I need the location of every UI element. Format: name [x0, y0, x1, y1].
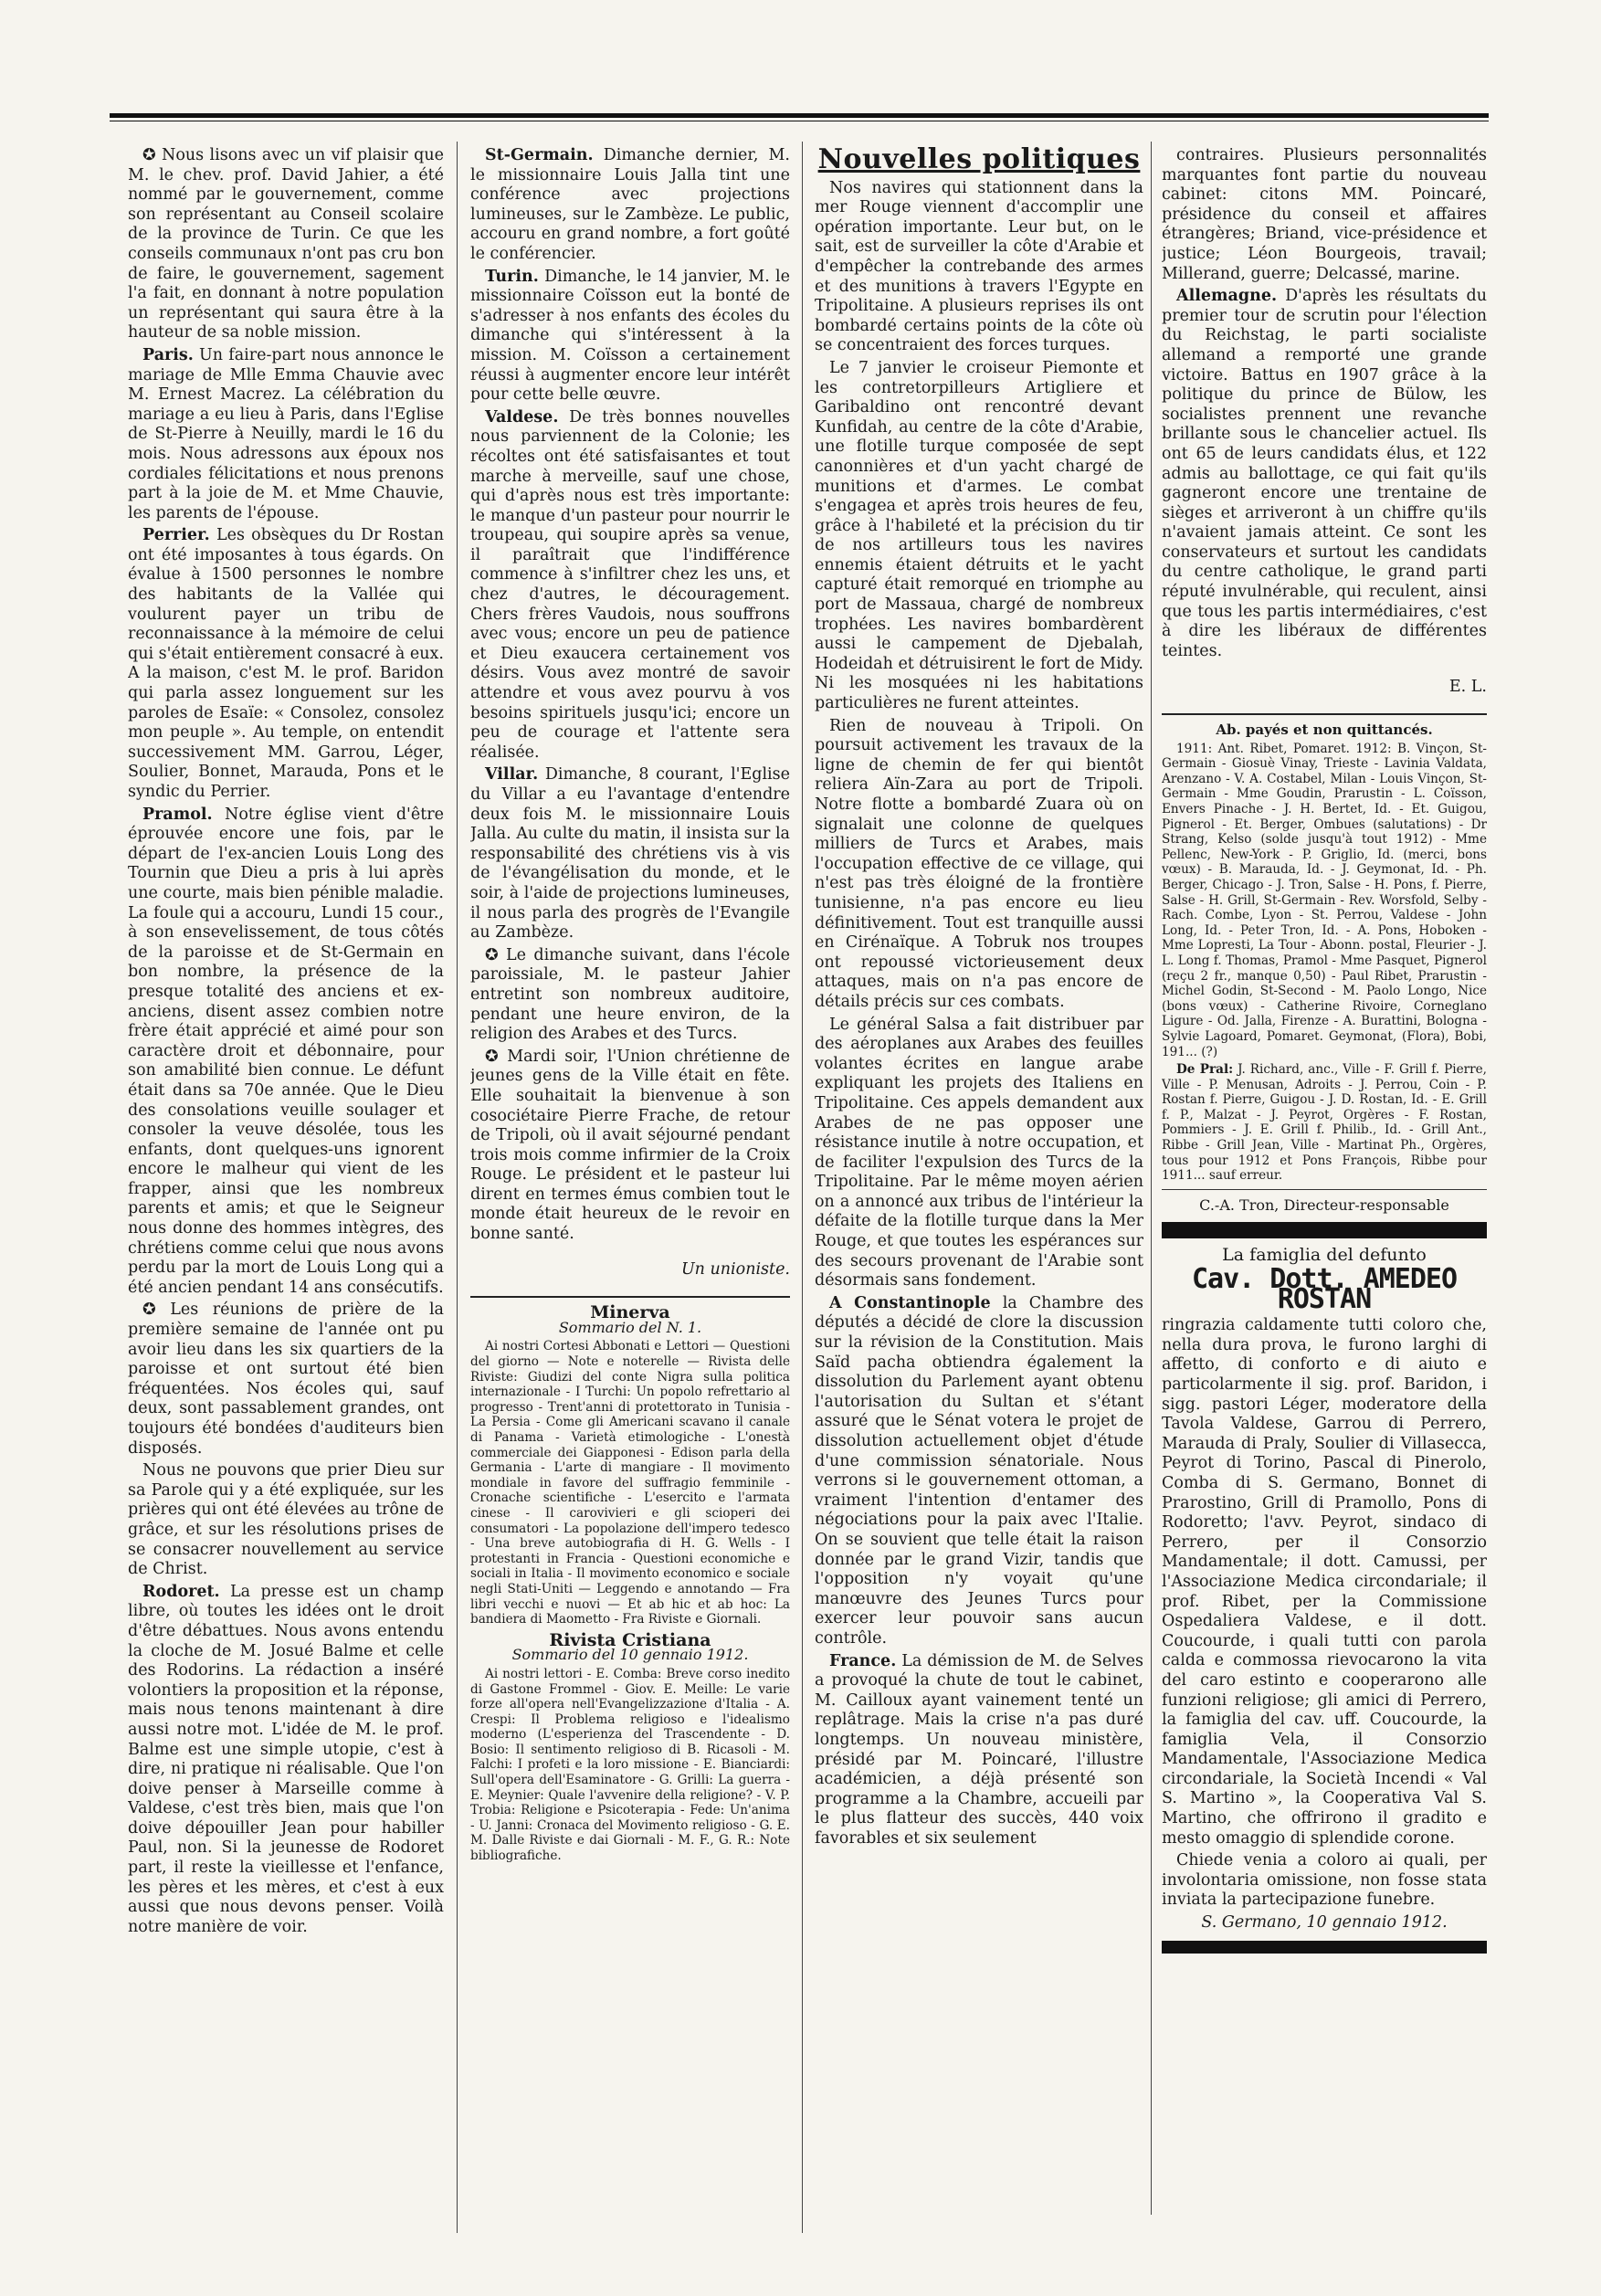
paragraph-text: Dimanche dernier, M. le missionnaire Louis Jalla tint une conférence avec projections lumineuses, sur le Zambèze. Le public, accouru en grand nombre, a fort goûté le conférencier.: [470, 146, 790, 263]
paragraph-lead: St-Germain.: [485, 146, 594, 164]
paragraph-text: ✪ Nous lisons avec un vif plaisir que M. le chev. prof. David Jahier, a été nommé par le gouvernement, comme son représentant au Conseil scolaire de la province de Turin. Ce que les conseils communaux n'ont pas cru bon de faire, le gouvernement, sagement l'a fait, en donnant à notre population un représentant qui saura être à la hauteur de sa noble mission.: [128, 146, 444, 342]
paragraph-lead: Turin.: [485, 267, 539, 286]
black-bar-bottom: [1162, 1941, 1487, 1954]
paragraph-text: Les obsèques du Dr Rostan ont été imposantes à tous égards. On évalue à 1500 personnes le nombre des habitants de la Vallée qui voulurent payer un tribu de reconnaissance à la mémoire de celui qui s'était entièrement consacré à eux. A la maison, c'est M. le prof. Baridon qui parla assez longuement sur les paroles de Esaïe: « Consolez, consolez mon peuple ». Au temple, on entendit successivement MM. Garrou, Léger, Soulier, Bonnet, Marauda, Pons et le syndic du Perrier.: [128, 526, 444, 801]
paragraph-text: Le général Salsa a fait distribuer par des aéroplanes aux Arabes des feuilles volantes écrites en langue arabe expliquant les projets des Italiens en Tripolitaine. Ces appels demandent aux Arabes de ne pas opposer une résistance inutile à notre occupation, et de faciliter l'expulsion des Turcs de la Tripolitaine. Par le même moyen aérien on a annoncé aux tribus de l'intérieur la défaite de la flotille turque dans la Mer Rouge, et que toutes les espérances sur des secours provenant de l'Arabie sont désormais sans fondement.: [815, 1015, 1143, 1290]
divider: [1162, 713, 1487, 715]
paragraph: [470, 146, 790, 265]
subscribers-list: 1911: Ant. Ribet, Pomaret. 1912: B. Vinçon, St-Germain - Giosuè Vinay, Trieste - Lavinia Valdata, Arenzano - V. A. Costabel, Milan - Louis Vinçon, St-Germain - Mme Goudin, Prarustin - L. Coïsson, Envers Pinache - J. H. Bertet, Id. - Et. Guigou, Pignerol - Et. Berger, Ombues (salutations) - Dr Strang, Kelso (solde jusqu'à tout 1912) - Mme Pellenc, New-York - P. Griglio, Id. (merci, bons vœux) - B. Marauda, Id. - J. Geymonat, Id. - Ph. Berger, Chicago - J. Tron, Salse - H. Pons, f. Pierre, Salse - H. Grill, St-Germain - Rev. Worsfold, Selby - Rach. Combe, Lyon - St. Perrou, Valdese - John Long, Id. - Peter Tron, Id. - A. Pons, Hoboken - Mme Lopresti, La Tour - Abonn. postal, Fleurier - J. L. Long f. Thomas, Pramol - Mme Pasquet, Pignerol (reçu 2 fr., manque 0,50) - Paul Ribet, Prarustin - Michel Godin, St-Second - M. Paolo Longo, Nice (bons vœux) - Catherine Rivoire, Corneglano Ligure - Od. Jalla, Firenze - A. Burattini, Bologna - Sylvie Lagoard, Pomaret. Geymonat, (Flora), Bobi, 191... (?): [1162, 741, 1487, 1059]
paragraph: [815, 717, 1143, 1013]
top-rule: [110, 113, 1489, 118]
column-political-news-cont: [1162, 146, 1487, 2210]
paragraph: [128, 146, 444, 343]
paragraph: [815, 359, 1143, 714]
paragraph-lead: Pramol.: [142, 805, 213, 824]
divider: [470, 1296, 790, 1298]
pral-lead: De Pral:: [1176, 1062, 1234, 1078]
paragraph-lead: Paris.: [142, 345, 194, 364]
minerva-box: [470, 1302, 790, 1864]
paragraph: [128, 806, 444, 1299]
paragraph-lead: Villar.: [485, 765, 539, 785]
divider: [1162, 1189, 1487, 1190]
paragraph-text: la Chambre des députés a décidé de clore la discussion sur la révision de la Constitution. Mais Saïd pacha obtiendra également la dissolution du Parlement ayant obtenu l'autorisation du Sultan et s'étant assuré que le Sénat votera le projet de dissolution actuellement objet d'étude d'une commission sénatoriale. Nous verrons si le gouvernement ottoman, a vraiment l'intention d'entamer des négociations pour la paix avec l'Italie. On se souvient que telle était la raison donnée par le grand Vizir, tandis que l'opposition n'y voyait qu'une manœuvre des Jeunes Turcs pour exercer leur pouvoir sans aucun contrôle.: [815, 1293, 1143, 1648]
political-news-title: Nouvelles politiques: [817, 146, 1141, 175]
paragraph-lead: Rodoret.: [142, 1582, 220, 1601]
family-apology: Chiede venia a coloro ai quali, per involontaria omissione, non fosse stata inviata la partecipazione funebre.: [1162, 1851, 1487, 1910]
paragraph-text: Notre église vient d'être éprouvée encore une fois, par le départ de l'ex-ancien Louis Long des Tournin que Dieu a pris à lui après une courte, mais bien pénible maladie. La foule qui a accouru, Lundi 15 cour., à son ensevelissement, de tous côtés de la paroisse et de St-Germain en bon nombre, la présence de la presque totalité des anciens et ex-anciens, disent assez combien notre frère était apprécié et aimé pour son caractère droit et débonnaire, pour son amabilité bien connue. Le défunt était dans sa 70e année. Que le Dieu des consolations veuille soulager et consoler la veuve désolée, tous les enfants, dont quelques-uns ignorent encore le malheur qui vient de les frapper, ainsi que les nombreux parents et amis; et que le Seigneur nous donne des hommes intègres, des chrétiens comme celui que nous avons perdu par la mort de Louis Long qui a été ancien pendant 14 ans consécutifs.: [128, 805, 444, 1297]
column-divider-1: [457, 142, 458, 2233]
column-divider-3: [1151, 142, 1152, 2215]
subscribers-pral: [1162, 1062, 1487, 1184]
paragraph-text: ✪ Le dimanche suivant, dans l'école paroissiale, M. le pasteur Jahier entretint son nombreux auditoire, pendant une heure environ, de la religion des Arabes et des Turcs.: [470, 945, 790, 1044]
family-place-date: S. Germano, 10 gennaio 1912.: [1201, 1913, 1448, 1933]
paragraph-text: ✪ Les réunions de prière de la première semaine de l'année ont pu avoir lieu dans les six quartiers de la paroisse et ont surtout été bien fréquentées. Nos écoles qui, sauf deux, sont passablement grandes, ont toujours été bondées d'auditeurs bien disposés.: [128, 1301, 444, 1458]
paragraph-text: Le 7 janvier le croiseur Piemonte et les contretorpilleurs Artigliere et Garibaldino ont rencontré devant Kunfidah, au centre de la côte d'Arabie, une flotille turque composée de sept canonnières et d'un yacht chargé de munitions et d'armes. Le combat s'engagea et après trois heures de feu, grâce à l'habileté et la précision du tir de nos artilleurs tous les navires ennemis étaient détruits et le yacht capturé était remorqué en triomphe au port de Massaua, chargé de nombreux trophées. Les navires bombardèrent aussi le campement de Djebalah, Hodeidah et détruisirent le fort de Midy. Ni les mosquées ni les habitations particulières ne furent atteintes.: [815, 358, 1143, 713]
paragraph-text: La presse est un champ libre, où toutes les idées ont le droit d'être débattues. Nous avons entendu la cloche de M. Josué Balme et celle des Rodorins. La rédaction a inséré volontiers la proposition et la réponse, mais nous tenons maintenant à dire aussi notre mot. L'idée de M. le prof. Balme est une simple utopie, c'est à dire, ni pratique ni réalisable. Que l'on doive penser à Marseille comme à Valdese, c'est très bien, mais que l'on doive dépouiller Jean pour habiller Paul, non. Si la jeunesse de Rodoret part, il reste la vieillesse et l'enfance, les pères et les mères, et c'est à eux aussi que nous devons penser. Voilà notre manière de voir.: [128, 1582, 444, 1936]
paragraph-text: Dimanche, 8 courant, l'Eglise du Villar a eu l'avantage d'entendre deux fois M. le missionnaire Louis Jalla. Au culte du matin, il insista sur la responsabilité des chrétiens vis à vis de l'évangélisation du monde, et le soir, à l'aide de projections lumineuses, il nous parla des progrès de l'Evangile au Zambèze.: [470, 765, 790, 943]
paragraph: [1162, 287, 1487, 661]
paragraph-text: Nous ne pouvons que prier Dieu sur sa Parole qui y a été expliquée, sur les prières qui ont été élevées au trône de grâce, et sur les résolutions prises de se consacrer nouvellement au service de Christ.: [128, 1461, 444, 1579]
family-head: La famiglia del defunto: [1222, 1245, 1427, 1266]
paragraph: [470, 1048, 790, 1245]
paragraph-lead: Allemagne.: [1176, 287, 1278, 306]
paragraph-text: ✪ Mardi soir, l'Union chrétienne de jeunes gens de la Ville était en fête. Elle souhaitait la bienvenue à son cosociétaire Pierre Frache, de retour de Tripoli, où il avait séjourné pendant trois mois comme infirmier de la Croix Rouge. Le président et le pasteur lui dirent en termes émus combien tout le monde était heureux de le revoir en bonne santé.: [470, 1047, 790, 1244]
unioniste-signature: Un unioniste.: [680, 1260, 790, 1280]
minerva-subtitle: Sommario del N. 1.: [558, 1318, 702, 1336]
family-name: Cav. Dott. AMEDEO ROSTAN: [1191, 1263, 1458, 1315]
paragraph: [1162, 146, 1487, 284]
paragraph-text: Dimanche, le 14 janvier, M. le missionnaire Coïsson eut la bonté de s'adresser à nos enfants des écoles du dimanche qui s'intéressent à la mission. M. Coïsson a certainement réussi à augmenter encore leur intérêt pour cette belle œuvre.: [470, 267, 790, 405]
rivista-body: Ai nostri lettori - E. Comba: Breve corso inedito di Gastone Frommel - Giov. E. Meille: Le varie forze all'opera nell'Evangelizzazione d'Italia - A. Crespi: Il Problema religioso e l'idealismo moderno (L'esperienza del Trascendente - D. Bosio: Il sentimento religioso di B. Ricasoli - M. Falchi: I profeti e la loro missione - E. Bianciardi: Sull'opera dell'Esaminatore - G. Grilli: La guerra - E. Meynier: Quale l'avvenire della religione? - V. P. Trobia: Religione e Psicoterapia - Fede: Un'anima - U. Janni: Cronaca del Movimento religioso - G. E. M. Dalle Riviste e dai Giornali - M. F., G. R.: Note bibliografiche.: [470, 1666, 790, 1864]
column-political-news: [815, 146, 1143, 2210]
paragraph-text: Nos navires qui stationnent dans la mer Rouge viennent d'accomplir une opération importante. Leur but, on le sait, est de surveiller la côte d'Arabie et d'empêcher la contrebande des armes et des munitions à travers l'Egypte en Tripolitaine. A plusieurs reprises ils ont bombardé certains points de la côte où se concentraient des forces turques.: [815, 178, 1143, 355]
paragraph: [128, 1301, 444, 1459]
paragraph-lead: A Constantinople: [829, 1293, 991, 1312]
column-divider-2: [802, 142, 803, 2233]
rivista-title: Rivista Cristiana: [549, 1629, 711, 1650]
el-signature: E. L.: [1448, 677, 1487, 696]
paragraph-text: D'après les résultats du premier tour de scrutin pour l'élection du Reichstag, le parti socialiste allemand a remporté une grande victoire. Battus en 1907 grâce à la politique du prince de Bülow, les socialistes prennent une revanche brillante sous le chancelier actuel. Ils ont 65 de leurs candidats élus, et 122 admis au ballottage, ce qui fait qu'ils gagneront encore une trentaine de sièges et arriveront à un chiffre qu'ils n'avaient jamais atteint. Ce sont les conservateurs et surtout les candidats du centre catholique, le grand parti réputé invulnérable, qui reculent, ainsi que tous les partis intermédiaires, c'est à dire les libéraux de différentes teintes.: [1162, 287, 1487, 660]
paragraph-text: Un faire-part nous annonce le mariage de Mlle Emma Chauvie avec M. Ernest Macrez. La célébration du mariage a eu lieu à Paris, dans l'Eglise de St-Pierre à Neuilly, mardi le 16 du mois. Nous adressons aux époux nos cordiales félicitations et nous prenons part à la joie de M. et Mme Chauvie, les parents de l'épouse.: [128, 345, 444, 522]
paragraph: [128, 526, 444, 802]
paragraph-text: La démission de M. de Selves a provoqué la chute de tout le cabinet, M. Cailloux ayant vainement tenté un replâtrage. Mais la crise n'a pas duré longtemps. Un nouveau ministère, présidé par M. Poincaré, l'illustre académicien, a déjà présenté son programme a la Chambre, accueili par le plus flatteur des succès, 440 voix favorables et six seulement: [815, 1651, 1143, 1848]
director-line: C.-A. Tron, Directeur-responsable: [1199, 1195, 1449, 1214]
paragraph-lead: Valdese.: [485, 407, 559, 427]
paragraph: [470, 408, 790, 764]
paragraph: [815, 179, 1143, 356]
paragraph-lead: France.: [829, 1651, 897, 1670]
paragraph: [470, 946, 790, 1045]
paragraph-text: De très bonnes nouvelles nous parviennent de la Colonie; les récoltes ont été satisfaisantes et tout marche à merveille, sauf une chose, qui d'après nous est très importante: le manque d'un pasteur pour nourrir le troupeau, qui soupire après sa venue, il paraîtrait que l'indifférence commence à s'infiltrer chez les uns, et chez d'autres, le découragement. Chers frères Vaudois, nous souffrons avec vous; encore un peu de patience et Dieu exaucera certainement vos désirs. Vous avez montré de savoir attendre et vous avez pourvu à vos besoins spirituels jusqu'ici; encore un peu de courage et l'attente sera réalisée.: [470, 407, 790, 762]
subscribers-box: [1162, 722, 1487, 1184]
column-local-news-1: [128, 146, 444, 2228]
paragraph: [815, 1652, 1143, 1849]
rivista-subtitle: Sommario del 10 gennaio 1912.: [511, 1646, 749, 1664]
paragraph: [815, 1016, 1143, 1291]
paragraph-text: Rien de nouveau à Tripoli. On poursuit activement les travaux de la ligne de chemin de fer qui bientôt reliera Aïn-Zara au port de Tripoli. Notre flotte a bombardé Zuara où on signalait une colonne de quelques milliers de Turcs et Arabes, mais l'occupation effective de ce village, qui n'est pas très éloigné de la frontière tunisienne, n'a pas encore eu lieu définitivement. Tout est tranquille aussi en Cirénaïque. A Tobruk nos troupes ont repoussé victorieusement deux attaques, mais on n'a pas encore de détails précis sur ces combats.: [815, 716, 1143, 1011]
paragraph: [815, 1294, 1143, 1649]
minerva-title: Minerva: [590, 1302, 670, 1323]
paragraph: [128, 1583, 444, 1938]
black-bar: [1162, 1222, 1487, 1238]
column-local-news-2: [470, 146, 790, 2238]
minerva-body: Ai nostri Cortesi Abbonati e Lettori — Questioni del giorno — Note e noterelle — Rivista delle Riviste: Giudizi del conte Nigra sulla politica internazionale - I Turchi: Un popolo refrettario al progresso - Trent'anni di protettorato in Tunisia - La Persia - Come gli Americani scavano il canale di Panama - Varietà etimologiche - L'onestà commerciale dei Giapponesi - Edison parla della Germania - L'arte di mangiare - Il movimento mondiale in favore del suffragio femminile - Cronache scientifiche - L'esercito e l'armata cinese - Il carovivieri e gli scioperi dei consumatori - La popolazione dell'impero tedesco - Una breve autobiografia di H. G. Wells - I protestanti in Francia - Questioni economiche e sociali in Italia - Il movimento economico e sociale negli Stati-Uniti — Leggendo e annotando — Fra libri vecchi e nuovi — Et ab hic et ab hoc: La bandiera di Maometto - Fra Riviste e Giornali.: [470, 1339, 790, 1627]
paragraph: [470, 268, 790, 405]
family-thanks: ringrazia caldamente tutti coloro che, nella dura prova, le furono larghi di affetto, di conforto e di aiuto e particolarmente il sig. prof. Baridon, i sigg. pastori Léger, moderatore della Tavola Valdese, Garrou di Perrero, Marauda di Praly, Soulier di Villasecca, Peyrot di Torino, Pascal di Pinerolo, Comba di S. Germano, Bonnet di Prarostino, Grill di Pramollo, Pons di Rodoretto; l'avv. Peyrot, sindaco di Perrero, per il Consorzio Mandamentale; il dott. Camussi, per l'Associazione Medica circondariale; il prof. Ribet, per la Commissione Ospedaliera Valdese, e il dott. Coucourde, i quali tutti con parola calda e commossa rievocarono la vita del caro estinto e cooperarono alle funzioni religiose; gli amici di Perrero, la famiglia del cav. uff. Coucourde, la famiglia Vela, il Consorzio Mandamentale, l'Associazione Medica circondariale, la Società Incendi « Val S. Martino », la Cooperativa Val S. Martino, che offrirono il gradito e mesto omaggio di splendide corone.: [1162, 1316, 1487, 1848]
pral-list: J. Richard, anc., Ville - F. Grill f. Pierre, Ville - P. Menusan, Adroits - J. Perrou, Coin - P. Rostan f. Pierre, Guigou - J. D. Rostan, Id. - E. Grill f. P., Malzat - J. Peyrot, Orgères - F. Rostan, Pommiers - J. E. Grill f. Philib., Id. - Grill Ant., Ribbe - Grill Jean, Ville - Martinat Ph., Orgères, tous pour 1912 et Pons François, Ribbe pour 1911... sauf erreur.: [1162, 1062, 1487, 1184]
subscribers-title: Ab. payés et non quittancés.: [1216, 721, 1433, 739]
paragraph-text: contraires. Plusieurs personnalités marquantes font partie du nouveau cabinet: citons MM. Poincaré, présidence du conseil et affaires étrangères; Briand, vice-présidence et justice; Léon Bourgeois, travail; Millerand, guerre; Delcassé, marine.: [1162, 146, 1487, 283]
paragraph: [128, 346, 444, 523]
paragraph: [470, 765, 790, 943]
paragraph: [128, 1461, 444, 1580]
paragraph-lead: Perrier.: [142, 526, 210, 545]
